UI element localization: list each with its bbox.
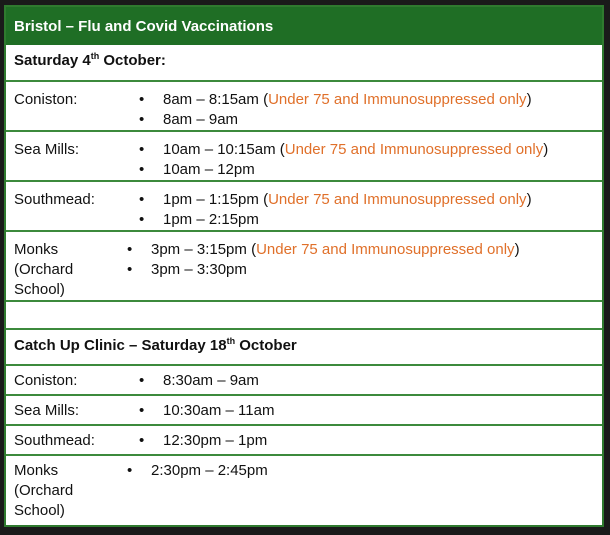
slot-time: 10:30am – 11am [163,402,275,419]
eligibility-note: Under 75 and Immunosuppressed only [268,191,527,208]
table-row [6,456,602,520]
table-row [6,132,602,182]
location-label: Sea Mills: [14,141,80,158]
slot-time: 3pm – 3:30pm [151,261,247,278]
schedule-title: Bristol – Flu and Covid Vaccinations [6,7,602,45]
table-row [6,232,602,302]
bullet: • [139,211,145,228]
list-item [128,160,548,180]
list-item [116,461,268,481]
table-row [6,366,602,396]
time-slot-list [128,82,532,130]
table-row [6,82,602,132]
slot-time: 2:30pm – 2:45pm [151,462,268,479]
location-label: Sea Mills: [14,402,80,419]
time-slot-list [128,182,532,230]
vaccination-schedule-card [4,5,604,527]
time-slot-list [128,396,274,424]
eligibility-note: Under 75 and Immunosuppressed only [284,141,544,158]
table-row [6,182,602,232]
list-item [128,401,274,421]
bullet: • [127,241,133,258]
bullet: • [139,402,145,419]
slot-time: 1pm – 1:15pm [163,191,259,208]
bullet: • [139,111,145,128]
table-row [6,396,602,426]
slot-time: 12:30pm – 1pm [163,432,268,449]
list-item [128,371,259,391]
list-item [128,210,532,230]
slot-time: 8:30am – 9am [163,372,259,389]
location-label: Monks (Orchard School) [14,462,74,519]
heading-text: Catch Up Clinic – Saturday 18th October [14,336,297,354]
location-label: Monks (Orchard School) [14,241,74,298]
time-slot-list [116,456,268,520]
slot-time: 3pm – 3:15pm [151,241,247,258]
time-slot-list [128,366,259,394]
location-label: Coniston: [14,91,78,108]
time-slot-list [128,426,267,454]
bullet: • [139,141,145,158]
list-item: • 8am – 8:15am ( Under 75 and Immunosuppressed only ) [128,90,532,110]
list-item [128,110,532,130]
slot-time: 10am – 12pm [163,161,255,178]
bullet: • [127,261,133,278]
heading-text: Saturday 4th October: [14,51,166,69]
slot-time: 10am – 10:15am [163,141,276,158]
section-heading-saturday-4th [6,45,602,82]
location-label: Coniston: [14,372,78,389]
bullet: • [139,191,145,208]
list-item: • 10am – 10:15am ( Under 75 and Immunosuppressed only ) [128,140,548,160]
slot-time: 8am – 9am [163,111,239,128]
list-item: • 3pm – 3:15pm ( Under 75 and Immunosuppressed only ) [116,240,520,260]
time-slot-list [128,132,548,180]
slot-time: 8am – 8:15am [163,91,259,108]
slot-time: 1pm – 2:15pm [163,211,259,228]
bullet: • [139,161,145,178]
list-item: • 1pm – 1:15pm ( Under 75 and Immunosuppressed only ) [128,190,532,210]
bullet: • [139,372,145,389]
bullet: • [127,462,133,479]
bullet: • [139,91,145,108]
list-item [128,431,267,451]
eligibility-note: Under 75 and Immunosuppressed only [268,91,527,108]
location-label: Southmead: [14,432,95,449]
list-item [116,260,520,280]
bullet: • [139,432,145,449]
spacer-row [6,302,602,330]
location-label: Southmead: [14,191,95,208]
section-heading-catch-up-clinic [6,330,602,366]
time-slot-list [116,232,520,300]
eligibility-note: Under 75 and Immunosuppressed only [256,241,515,258]
table-row [6,426,602,456]
